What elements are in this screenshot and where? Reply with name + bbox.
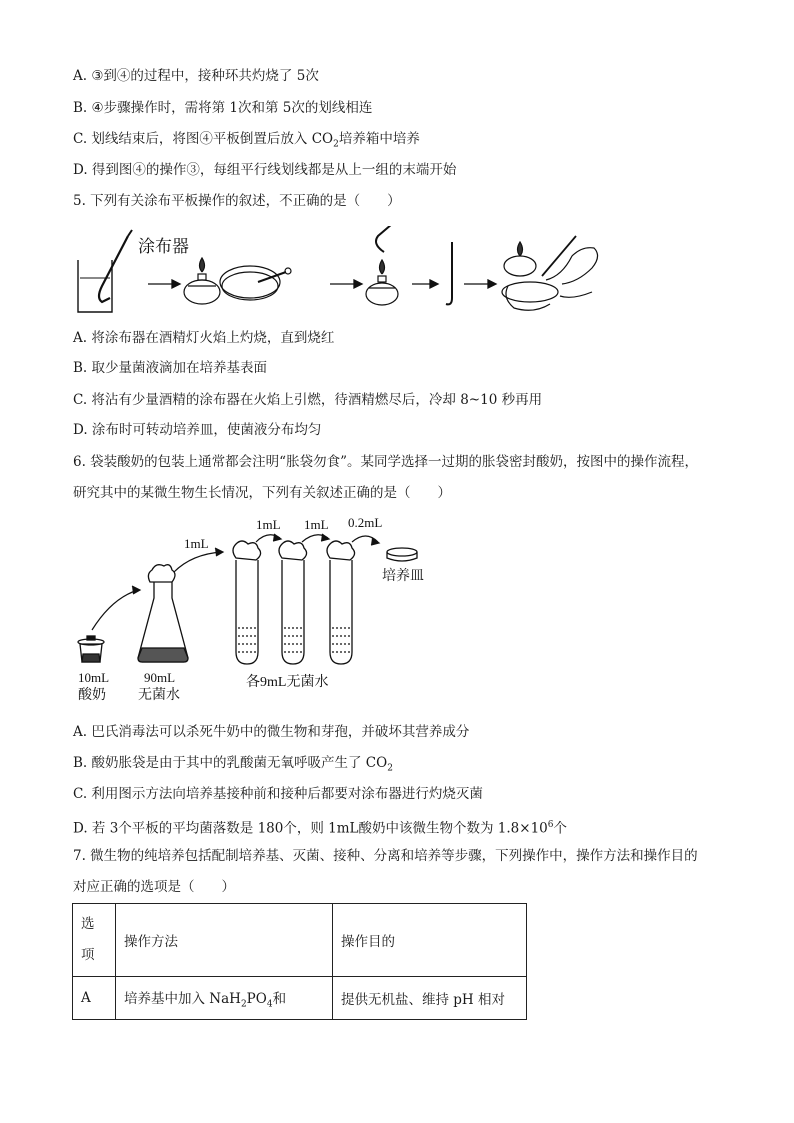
arrow-tube3-to-dish — [352, 536, 379, 545]
dish-label: 培养皿 — [382, 569, 424, 584]
row-a-option-cell: A — [73, 977, 116, 1020]
conical-flask — [138, 565, 188, 662]
arrow-1 — [148, 280, 180, 288]
lamp-flaming-spreader — [366, 226, 398, 305]
q7-stem-line1: 7. 微生物的纯培养包括配制培养基、灭菌、接种、分离和培养等步骤，下列操作中，操作方法和操作目的 — [73, 848, 698, 864]
table-header-row — [73, 904, 527, 977]
q7-options-table — [72, 903, 527, 1020]
header-method-cell: 操作方法 — [116, 904, 333, 977]
transfer-2-label: 1mL — [256, 517, 281, 532]
arrow-4 — [464, 280, 496, 288]
q4-option-c: C. 划线结束后，将图④平板倒置后放入 $CO_2$培养箱中培养 — [73, 131, 420, 150]
q5-option-c: C. 将沾有少量酒精的涂布器在火焰上引燃，待酒精燃尽后，冷却 8~10 秒再用 — [73, 392, 543, 408]
row-a-purpose-cell: 提供无机盐、维持 pH 相对 — [333, 977, 527, 1020]
transfer-1-label: 1mL — [184, 536, 209, 551]
arrow-flask-to-tube1 — [174, 548, 223, 572]
arrow-3 — [412, 280, 438, 288]
q6-option-c: C. 利用图示方法向培养基接种前和接种后都要对涂布器进行灼烧灭菌 — [73, 786, 483, 802]
header-option-cell: 选 项 — [73, 904, 116, 977]
q5-option-b: B. 取少量菌液滴加在培养基表面 — [73, 360, 268, 376]
beaker-with-spreader — [78, 230, 132, 312]
arrow-tube1-to-tube2 — [256, 534, 281, 542]
test-tube-3 — [327, 541, 355, 664]
lamp-with-dish — [184, 258, 291, 304]
q5-option-a: A. 将涂布器在酒精灯火焰上灼烧，直到烧红 — [73, 330, 335, 346]
q5-stem: 5. 下列有关涂布平板操作的叙述，不正确的是（ ） — [73, 193, 401, 209]
q4-option-a: A. ③到④的过程中，接种环共灼烧了 5次 — [73, 68, 319, 84]
q5-option-d: D. 涂布时可转动培养皿，使菌液分布均匀 — [73, 422, 322, 438]
q4-option-b: B. ④步骤操作时，需将第 1次和第 5次的划线相连 — [73, 100, 373, 116]
header-purpose-cell: 操作目的 — [333, 904, 527, 977]
q5-spreading-figure — [72, 226, 632, 318]
row-a-method-cell: 培养基中加入 $NaH_2PO_4$和 — [116, 977, 333, 1020]
petri-dish — [387, 548, 417, 561]
q7-stem-line2: 对应正确的选项是（ ） — [73, 879, 235, 895]
test-tube-2 — [279, 541, 307, 664]
q6-stem-line2: 研究其中的某微生物生长情况，下列有关叙述正确的是（ ） — [73, 485, 451, 501]
spreader-label: 涂布器 — [138, 237, 189, 256]
yogurt-cup — [78, 636, 104, 662]
arrow-yogurt-to-flask — [92, 586, 140, 630]
transfer-3-label: 1mL — [304, 517, 329, 532]
spreading-on-plate — [502, 236, 598, 310]
q6-dilution-figure — [72, 512, 472, 708]
yogurt-volume: 10mL — [78, 670, 110, 685]
arrow-2 — [330, 280, 362, 288]
spreader-cooling — [446, 242, 452, 304]
transfer-4-label: 0.2mL — [348, 515, 383, 530]
q4-option-d: D. 得到图④的操作③，每组平行线划线都是从上一组的末端开始 — [73, 162, 457, 178]
arrow-tube2-to-tube3 — [302, 534, 329, 542]
yogurt-label: 酸奶 — [78, 688, 106, 703]
q6-option-b: B. 酸奶胀袋是由于其中的乳酸菌无氧呼吸产生了 $CO_2$ — [73, 755, 393, 774]
q6-option-a: A. 巴氏消毒法可以杀死牛奶中的微生物和芽孢，并破坏其营养成分 — [73, 724, 470, 740]
flask-volume: 90mL — [144, 670, 176, 685]
tubes-label: 各9mL无菌水 — [246, 675, 329, 690]
table-row — [73, 977, 527, 1020]
q6-stem-line1: 6. 袋装酸奶的包装上通常都会注明“胀袋勿食”。某同学选择一过期的胀袋密封酸奶，按图中的操作流程， — [73, 454, 698, 470]
flask-label: 无菌水 — [138, 688, 180, 703]
q6-option-d: D. 若 3个平板的平均菌落数是 180个，则 1mL酸奶中该微生物个数为 $1.8\times 10^6$个 — [73, 820, 567, 837]
test-tube-1 — [233, 541, 261, 664]
